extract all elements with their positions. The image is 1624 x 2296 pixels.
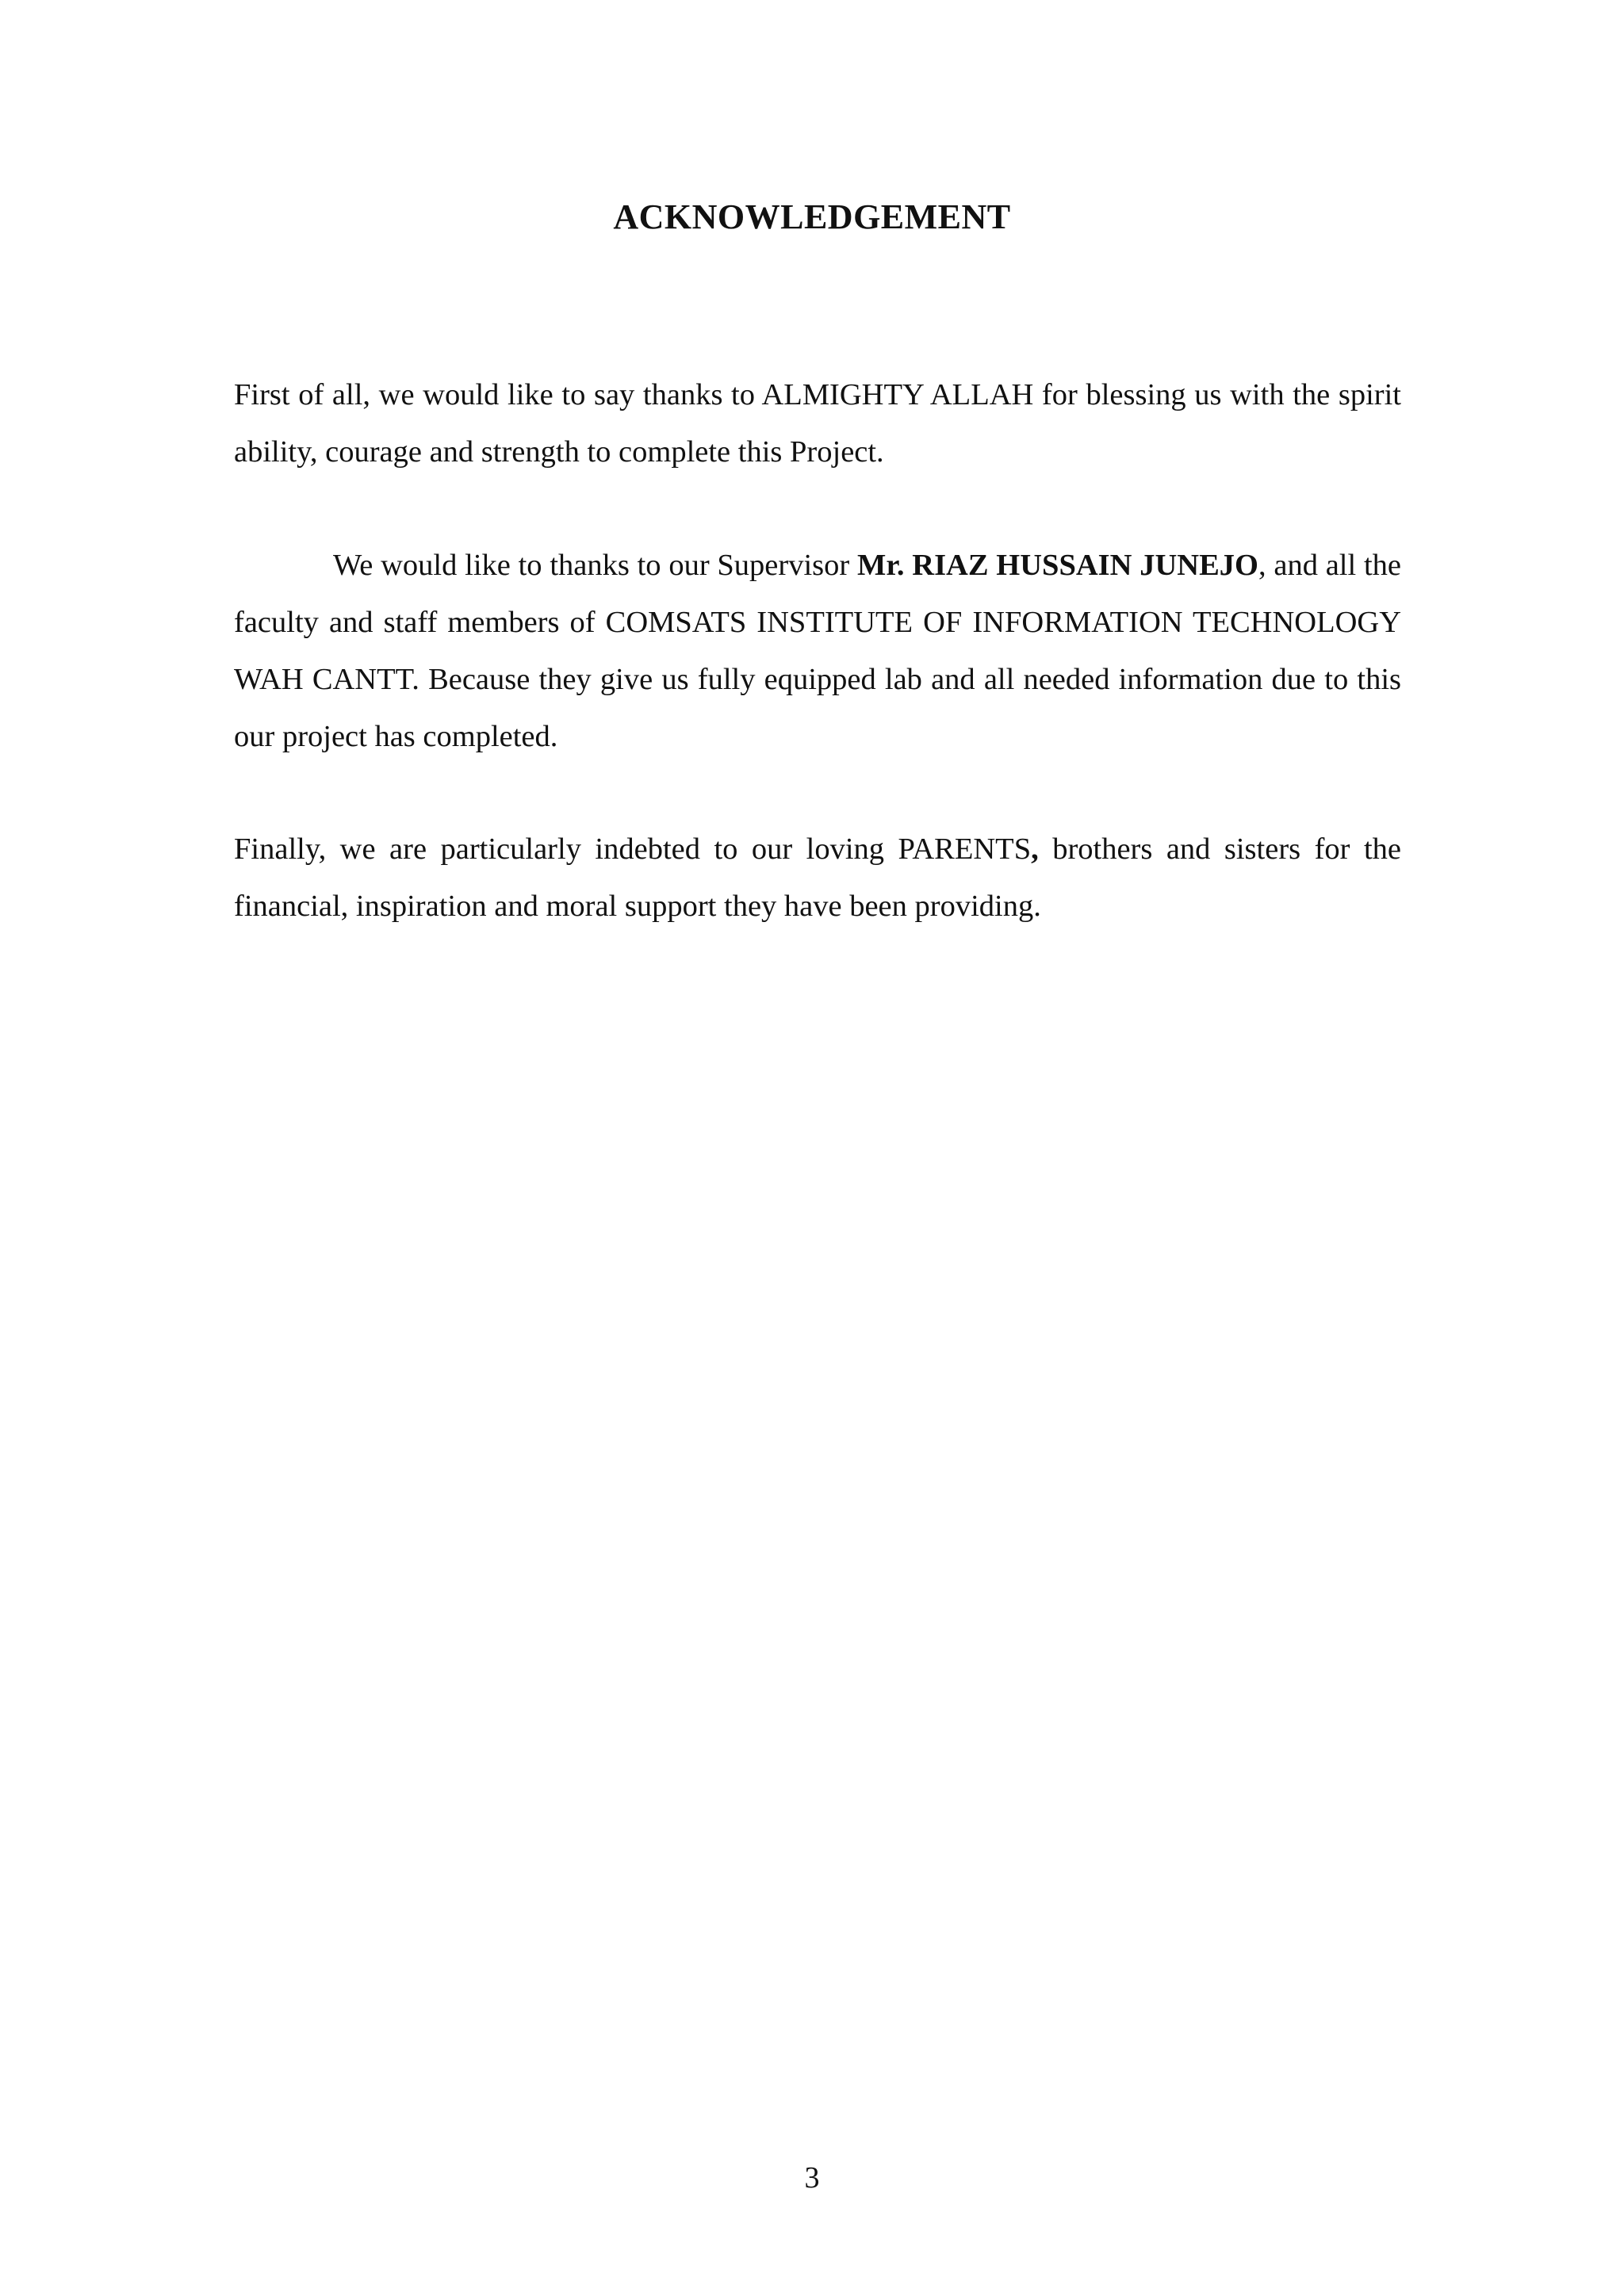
paragraph-thanks-allah: First of all, we would like to say thanks to ALMIGHTY ALLAH for blessing us with the spirit ability, courage and strength to complete this Project. <box>234 378 1401 469</box>
paragraph-text: We would like to thanks to our Supervisor <box>333 549 857 582</box>
bold-comma: , <box>1031 832 1039 866</box>
paragraph-thanks-supervisor <box>234 537 1401 765</box>
page-title: ACKNOWLEDGEMENT <box>613 197 1011 236</box>
paragraph-thanks-parents <box>234 821 1401 935</box>
supervisor-name: Mr. RIAZ HUSSAIN JUNEJO <box>856 549 1258 582</box>
paragraph-text: brothers and sisters for the financial, inspiration and moral support they have been providing. <box>234 832 1401 923</box>
paragraph-text: Finally, we are particularly indebted to our loving PARENTS <box>234 832 1032 866</box>
paragraph-text: , and all the faculty and staff members of COMSATS INSTITUTE OF INFORMATION TECHNOLOGY WAH CANTT. Because they give us fully equipped lab and all needed information due to this our project has completed. <box>234 549 1401 753</box>
page-number: 3 <box>804 2161 820 2195</box>
